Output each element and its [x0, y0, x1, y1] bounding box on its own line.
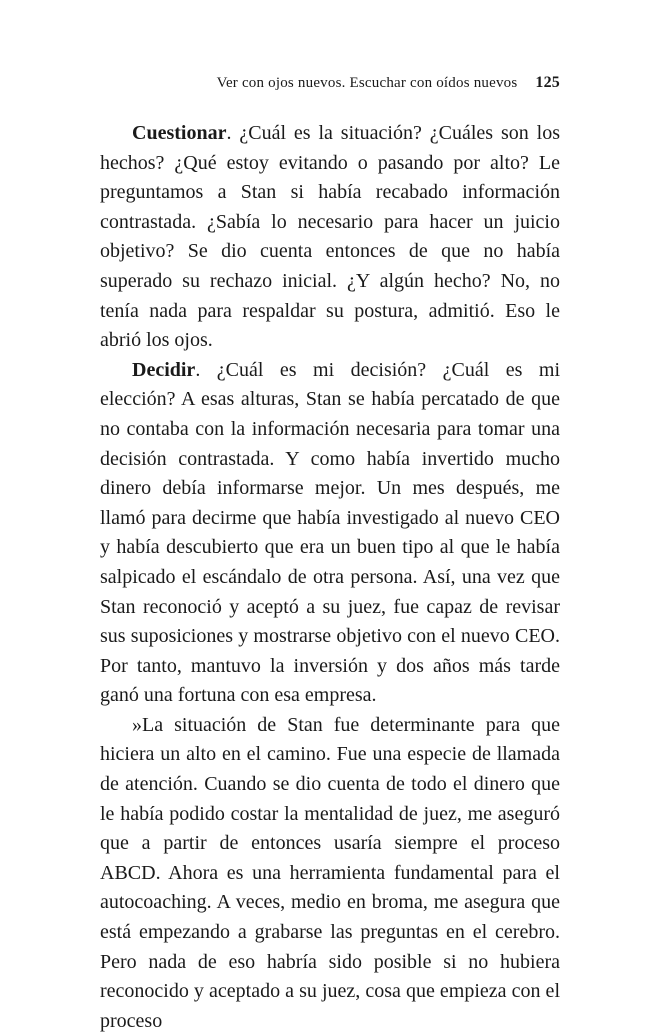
term-cuestionar: Cuestionar — [132, 122, 227, 144]
paragraph-stan — [100, 711, 560, 1036]
term-decidir: Decidir — [132, 358, 196, 381]
body-text — [100, 119, 560, 1036]
running-title: Ver con ojos nuevos. Escuchar con oídos nuevos — [216, 75, 518, 91]
paragraph-text: »La situación de Stan fue determinante para que hiciera un alto en el camino. Fue una especie de llamada de atención. Cuando se dio cuenta de todo el dinero que le había podido costar la mentalidad de juez, me aseguró que a partir de entonces usaría siempre el proceso ABCD. Ahora es una herramienta fundamental para el autocoaching. A veces, medio en broma, me asegura que está empezando a grabarse las preguntas en el cerebro. Pero nada de eso habría sido posible si no hubiera reconocido y aceptado a su juez, cosa que empieza con el proceso — [100, 713, 560, 1032]
page-number: 125 — [535, 74, 560, 91]
paragraph-decidir — [100, 356, 560, 711]
running-header — [100, 74, 560, 92]
paragraph-cuestionar — [100, 119, 560, 356]
paragraph-text: . ¿Cuál es mi decisión? ¿Cuál es mi elección? A esas alturas, Stan se había percatado de que no contaba con la información necesaria para tomar una decisión contrastada. Y como había invertido mucho dinero debía informarse mejor. Un mes después, me llamó para decirme que había investigado al nuevo CEO y había descubierto que era un buen tipo al que le había salpicado el escándalo de otra persona. Así, una vez que Stan reconoció y aceptó a su juez, fue capaz de revisar sus suposiciones y mostrarse objetivo con el nuevo CEO. Por tanto, mantuvo la inversión y dos años más tarde ganó una fortuna con esa empresa. — [100, 358, 560, 707]
paragraph-text: . ¿Cuál es la situación? ¿Cuáles son los hechos? ¿Qué estoy evitando o pasando por alto? Le preguntamos a Stan si había recabado información contrastada. ¿Sabía lo necesario para hacer un juicio objetivo? Se dio cuenta entonces de que no había superado su rechazo inicial. ¿Y algún hecho? No, no tenía nada para respaldar su postura, admitió. Eso le abrió los ojos. — [100, 122, 560, 352]
